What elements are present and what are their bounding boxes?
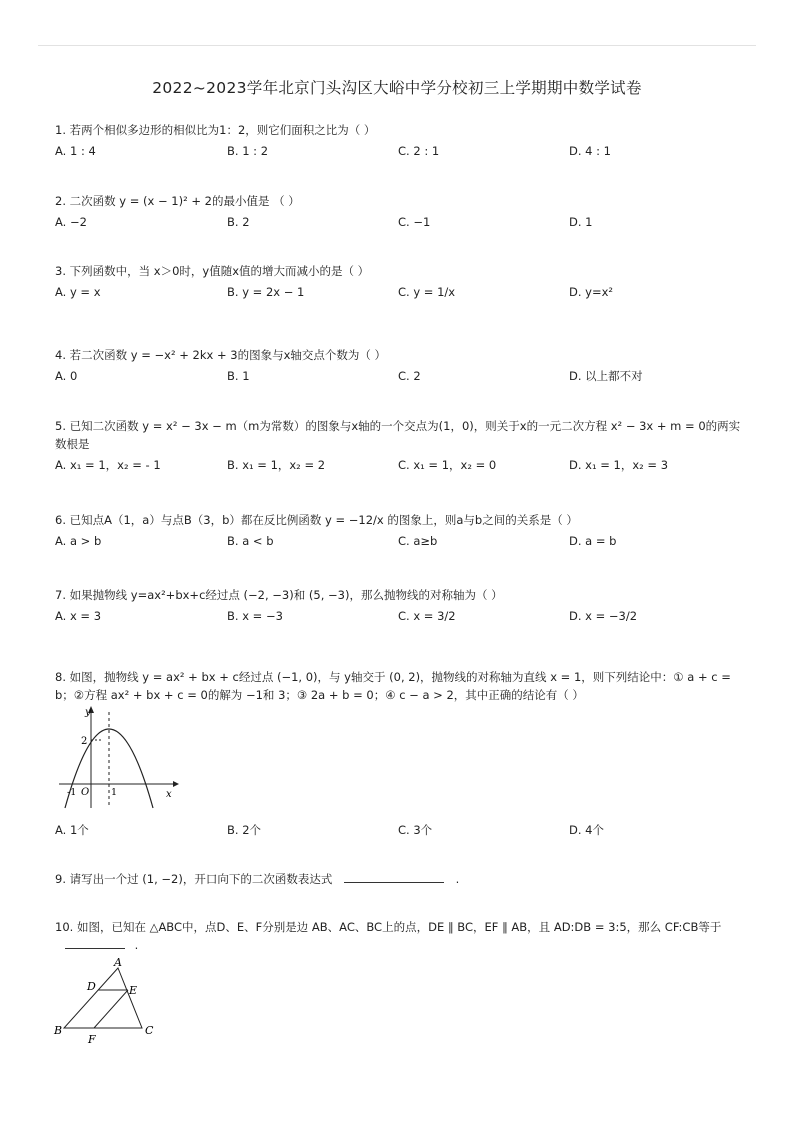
option-d[interactable]: D. y=x²	[569, 285, 614, 299]
option-a[interactable]: A. a > b	[55, 534, 102, 548]
option-c[interactable]: C. 2	[398, 369, 421, 383]
label-a: A	[114, 956, 122, 969]
option-b[interactable]: B. x₁ = 1，x₂ = 2	[227, 458, 326, 472]
question-stem: 10. 如图，已知在 △ABC中，点D、E、F分别是边 AB、AC、BC上的点，DE ∥ BC，EF ∥ AB，且 AD:DB = 3:5，那么 CF:CB等于	[55, 920, 722, 934]
question-stem: 3. 下列函数中，当 x＞0时，y值随x值的增大而减小的是（ ）	[55, 264, 370, 278]
option-b[interactable]: B. 1	[227, 369, 250, 383]
page-title: 2022~2023学年北京门头沟区大峪中学分校初三上学期期中数学试卷	[152, 79, 642, 97]
option-c[interactable]: C. x = 3/2	[398, 609, 456, 623]
question-8	[55, 668, 745, 704]
option-b[interactable]: B. 1 : 2	[227, 144, 269, 158]
period: .	[134, 938, 139, 952]
option-a[interactable]: A. x₁ = 1，x₂ = - 1	[55, 458, 161, 472]
parabola-figure	[55, 704, 185, 810]
question-stem: 5. 已知二次函数 y = x² − 3x − m（m为常数）的图象与x轴的一个交点为(1，0)，则关于x的一元二次方程 x² − 3x + m = 0的两实数根是	[55, 419, 741, 451]
question-stem: 9. 请写出一个过 (1, −2)，开口向下的二次函数表达式	[55, 872, 333, 886]
option-a[interactable]: A. 0	[55, 369, 78, 383]
question-3	[55, 262, 745, 313]
option-b[interactable]: B. a < b	[227, 534, 274, 548]
option-c[interactable]: C. x₁ = 1，x₂ = 0	[398, 458, 497, 472]
header-rule	[38, 45, 756, 46]
option-b[interactable]: B. x = −3	[227, 609, 283, 623]
label-e: E	[129, 984, 138, 997]
label-b: B	[54, 1024, 63, 1037]
question-stem: 2. 二次函数 y = (x − 1)² + 2的最小值是 （ ）	[55, 194, 300, 208]
label-c: C	[145, 1024, 154, 1037]
question-4	[55, 346, 745, 387]
option-c[interactable]: C. a≥b	[398, 534, 438, 548]
option-d[interactable]: D. 1	[569, 215, 593, 229]
origin-label: O	[81, 787, 90, 798]
option-c[interactable]: C. y = 1/x	[398, 285, 456, 299]
question-8-options	[55, 818, 745, 841]
question-10	[55, 918, 745, 954]
option-b[interactable]: B. y = 2x − 1	[227, 285, 305, 299]
option-d[interactable]: D. 4 : 1	[569, 144, 611, 158]
label-f: F	[88, 1033, 96, 1046]
option-c[interactable]: C. 3个	[398, 823, 433, 837]
question-5	[55, 417, 745, 476]
question-stem: 4. 若二次函数 y = −x² + 2kx + 3的图象与x轴交点个数为（ ）	[55, 348, 387, 362]
option-b[interactable]: B. 2	[227, 215, 250, 229]
x-axis-label: x	[166, 789, 172, 800]
option-a[interactable]: A. y = x	[55, 285, 101, 299]
question-9	[55, 870, 745, 888]
option-c[interactable]: C. −1	[398, 215, 431, 229]
question-stem: 6. 已知点A（1，a）与点B（3，b）都在反比例函数 y = −12/x 的图象上，则a与b之间的关系是（ ）	[55, 513, 578, 527]
option-d[interactable]: D. 以上都不对	[569, 369, 643, 383]
triangle-abc	[64, 968, 142, 1028]
question-stem: 8. 如图，抛物线 y = ax² + bx + c经过点 (−1, 0)，与 y轴交于 (0, 2)，抛物线的对称轴为直线 x = 1，则下列结论中：① a + c = b；②方程 ax² + bx + c = 0的解为 −1和 3；③ 2a + b = 0；④ c − a > 2，其中正确的结论有（ ）	[55, 670, 731, 702]
label-d: D	[87, 980, 96, 993]
question-7	[55, 586, 745, 637]
question-stem: 1. 若两个相似多边形的相似比为1：2，则它们面积之比为（ ）	[55, 123, 376, 137]
option-a[interactable]: A. 1 : 4	[55, 144, 96, 158]
x-axis-arrow	[173, 781, 179, 787]
option-a[interactable]: A. x = 3	[55, 609, 102, 623]
question-1	[55, 121, 745, 162]
y-axis-label: y	[85, 707, 91, 718]
question-6	[55, 511, 745, 552]
x-tick-neg1: -1	[67, 787, 77, 798]
option-a[interactable]: A. 1个	[55, 823, 89, 837]
x-tick-1: 1	[111, 787, 118, 798]
y-tick-2: 2	[81, 736, 88, 747]
option-a[interactable]: A. −2	[55, 215, 87, 229]
option-d[interactable]: D. a = b	[569, 534, 617, 548]
question-2	[55, 192, 745, 233]
answer-blank[interactable]	[65, 936, 125, 949]
option-d[interactable]: D. x = −3/2	[569, 609, 638, 623]
option-b[interactable]: B. 2个	[227, 823, 262, 837]
answer-blank[interactable]	[344, 870, 444, 883]
triangle-figure	[52, 956, 162, 1046]
period: .	[455, 872, 460, 886]
option-d[interactable]: D. x₁ = 1，x₂ = 3	[569, 458, 669, 472]
option-c[interactable]: C. 2 : 1	[398, 144, 440, 158]
segment-ef	[94, 990, 128, 1028]
question-stem: 7. 如果抛物线 y=ax²+bx+c经过点 (−2, −3)和 (5, −3)，那么抛物线的对称轴为（ ）	[55, 588, 503, 602]
option-d[interactable]: D. 4个	[569, 823, 604, 837]
